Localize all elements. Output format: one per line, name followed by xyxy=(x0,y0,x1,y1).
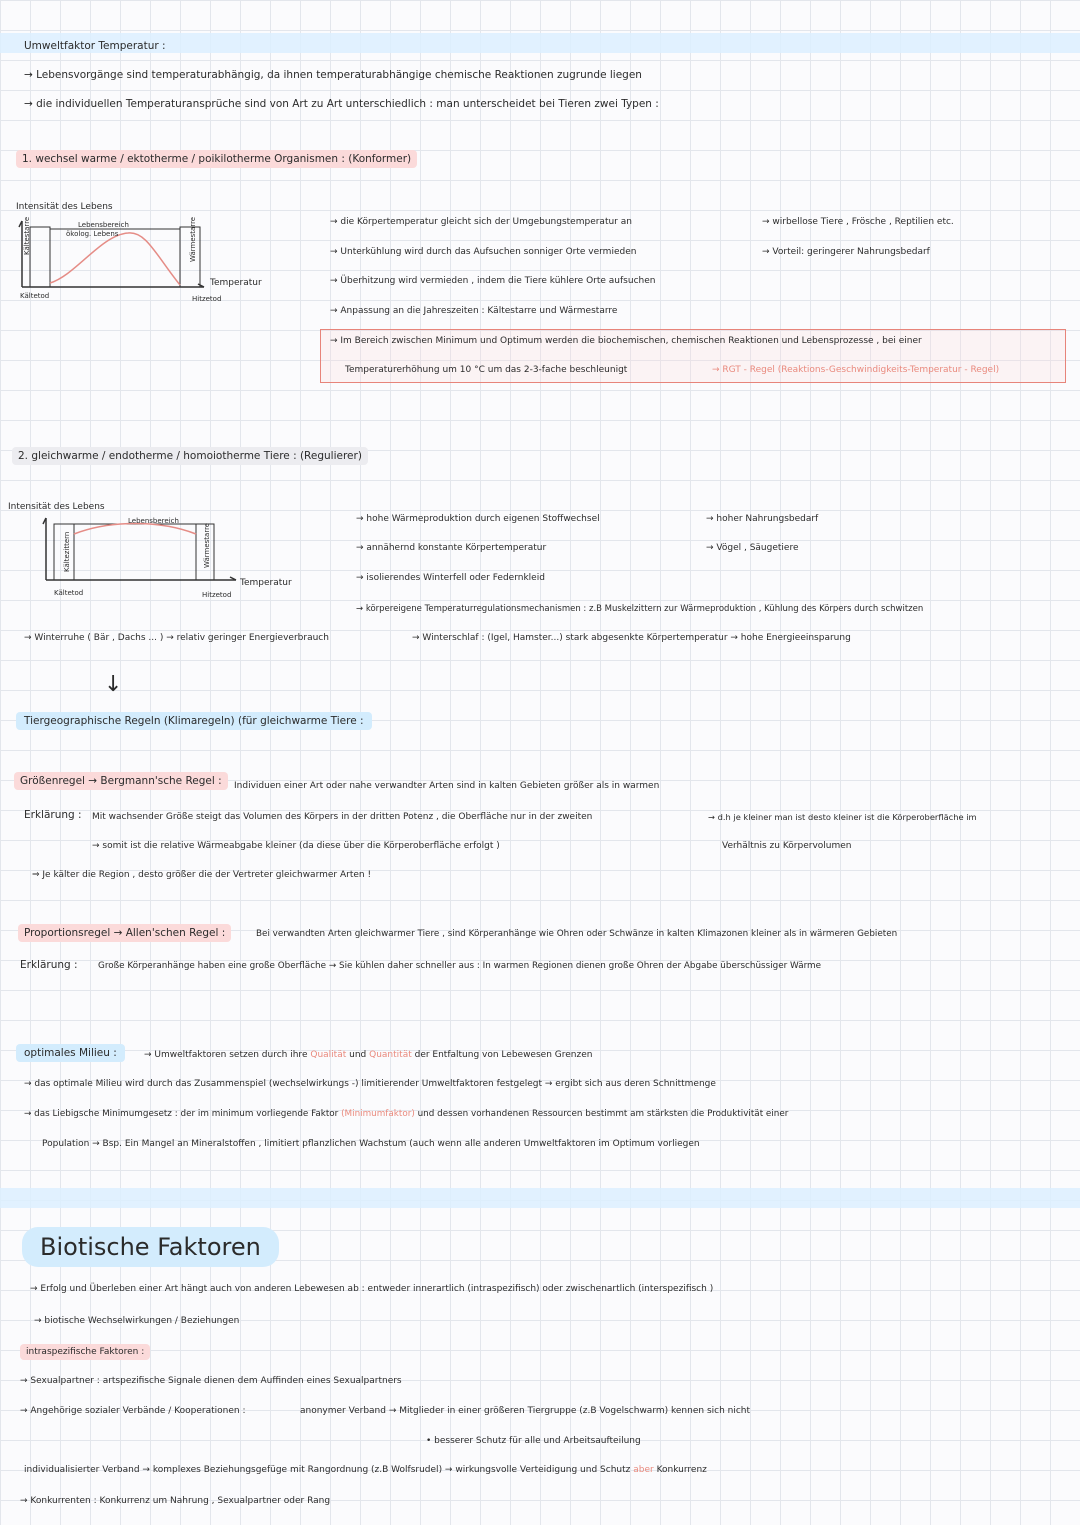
winterschlaf-line: → Winterschlaf : (Igel, Hamster...) stark abgesenkte Körpertemperatur → hohe Energieeinsparung xyxy=(412,633,851,643)
sec2-hitzetod-label: Hitzetod xyxy=(202,591,232,599)
erklaerung-text-5: ⇒ Je kälter die Region , desto größer die der Vertreter gleichwarmer Arten ! xyxy=(32,870,372,880)
sec2-bullet-3: → isolierendes Winterfell oder Federnkleid xyxy=(356,573,545,583)
down-arrow: ↓ xyxy=(104,672,123,697)
sec1-bullet-1: → die Körpertemperatur gleicht sich der Umgebungstemperatur an xyxy=(330,217,632,227)
sec2-bullet-2: → annähernd konstante Körpertemperatur xyxy=(356,543,547,553)
sec1-bullet-2: → Unterkühlung wird durch das Aufsuchen sonniger Orte vermieden xyxy=(330,247,637,257)
milieu-line-3: → das Liebigsche Minimumgesetz : der im minimum vorliegende Faktor (Minimumfaktor) und dessen vorhandenen Ressourcen bestimmt am stärksten die Produktivität einer xyxy=(24,1109,789,1119)
sec1-bullet-5: → Im Bereich zwischen Minimum und Optimum werden die biochemischen, chemischen Reaktionen und Lebensprozesse , bei einer xyxy=(330,336,922,346)
rgt-rule-label: → RGT - Regel (Reaktions-Geschwindigkeits-Temperatur - Regel) xyxy=(712,365,1000,375)
milieu-line-4: Population → Bsp. Ein Mangel an Mineralstoffen , limitiert pflanzlichen Wachstum (auch wenn alle anderen Umweltfaktoren im Optimum vorliegen xyxy=(42,1139,700,1149)
sec1-kaeltetod-label: Kältetod xyxy=(20,292,50,300)
erklaerung-text-3: → somit ist die relative Wärmeabgabe kleiner (da diese über die Körperoberfläche erfolgt ) xyxy=(92,841,500,851)
biotic-line-1: → Erfolg und Überleben einer Art hängt auch von anderen Lebewesen ab : entweder innerartlich (intraspezifisch) oder zwischenartlich (interspezifisch ) xyxy=(30,1284,714,1294)
page-title: Umweltfaktor Temperatur : xyxy=(24,40,166,52)
sec1-lebensbereich-label: Lebensbereich xyxy=(78,221,129,229)
biotic-line-3: → Sexualpartner : artspezifische Signale dienen dem Auffinden eines Sexualpartners xyxy=(20,1376,402,1386)
sec1-bullet-4: → Anpassung an die Jahreszeiten : Kältestarre und Wärmestarre xyxy=(330,306,618,316)
biotic-line-7: → Konkurrenten : Konkurrenz um Nahrung , Sexualpartner oder Rang xyxy=(20,1496,331,1506)
bergmann-heading: Größenregel → Bergmann'sche Regel : xyxy=(14,774,228,788)
sec2-temperatur-label: Temperatur xyxy=(240,578,292,588)
sec2-right-2: → Vögel , Säugetiere xyxy=(706,543,799,553)
sec2-bullet-1: → hohe Wärmeproduktion durch eigenen Stoffwechsel xyxy=(356,514,600,524)
milieu-heading: optimales Milieu : xyxy=(16,1046,125,1060)
erklaerung-text-1: Mit wachsender Größe steigt das Volumen des Körpers in der dritten Potenz , die Oberfläche nur in der zweiten xyxy=(92,812,593,822)
biotic-line-2: → biotische Wechselwirkungen / Beziehungen xyxy=(34,1316,240,1326)
biotic-line-6: individualisierter Verband → komplexes Beziehungsgefüge mit Rangordnung (z.B Wolfsrudel) → wirkungsvolle Verteidigung und Schutz aber Konkurrenz xyxy=(24,1465,707,1475)
sec2-chart-title: Intensität des Lebens xyxy=(8,502,105,512)
intra-heading: intraspezifische Faktoren : xyxy=(20,1344,150,1359)
allen-erklaerung-text: Große Körperanhänge haben eine große Oberfläche → Sie kühlen daher schneller aus : In warmen Regionen dienen große Ohren der Abgabe überschüssiger Wärme xyxy=(98,961,822,971)
erklaerung-label-2: Erklärung : xyxy=(20,959,78,971)
biotic-line-4a: → Angehörige sozialer Verbände / Kooperationen : xyxy=(20,1406,246,1416)
sec1-kaeltestarre-label: Kältestarre xyxy=(23,216,31,255)
sec1-lebens-label2: ökolog. Lebens xyxy=(66,230,119,238)
sec1-heading: 1. wechsel warme / ektotherme / poikilotherme Organismen : (Konformer) xyxy=(16,152,417,166)
milieu-line-2: → das optimale Milieu wird durch das Zusammenspiel (wechselwirkungs -) limitierender Umweltfaktoren festgelegt → ergibt sich aus deren Schnittmenge xyxy=(24,1079,716,1089)
sec2-bullet-4: → körpereigene Temperaturregulationsmechanismen : z.B Muskelzittern zur Wärmeproduktion , Kühlung des Körpers durch schwitzen xyxy=(356,604,924,614)
intro-line-1: → Lebensvorgänge sind temperaturabhängig, da ihnen temperaturabhängige chemische Reaktionen zugrunde liegen xyxy=(24,69,642,81)
bergmann-text: Individuen einer Art oder nahe verwandter Arten sind in kalten Gebieten größer als in warmen xyxy=(234,781,660,791)
sec1-hitzetod-label: Hitzetod xyxy=(192,295,222,303)
sec1-chart-title: Intensität des Lebens xyxy=(16,202,113,212)
sec1-chart xyxy=(16,215,276,305)
sec1-bullet-3: → Überhitzung wird vermieden , indem die Tiere kühlere Orte aufsuchen xyxy=(330,276,656,286)
rules-heading: Tiergeographische Regeln (Klimaregeln) (für gleichwarme Tiere : xyxy=(16,714,372,728)
erklaerung-text-2: → d.h je kleiner man ist desto kleiner ist die Körperoberfläche im xyxy=(708,812,977,822)
allen-text: Bei verwandten Arten gleichwarmer Tiere , sind Körperanhänge wie Ohren oder Schwänze in kalten Klimazonen kleiner als in wärmeren Gebieten xyxy=(256,929,898,939)
sec2-kaeltezittern-label: Kältezittern xyxy=(63,531,71,572)
winterruhe-line: → Winterruhe ( Bär , Dachs ... ) → relativ geringer Energieverbrauch xyxy=(24,633,329,643)
intro-line-2: → die individuellen Temperaturansprüche sind von Art zu Art unterschiedlich : man unterscheidet bei Tieren zwei Typen : xyxy=(24,98,659,110)
sec1-right-1: → wirbellose Tiere , Frösche , Reptilien etc. xyxy=(762,217,954,227)
sec1-temperatur-label: Temperatur xyxy=(210,278,262,288)
erklaerung-text-4: Verhältnis zu Körpervolumen xyxy=(722,841,852,851)
allen-heading: Proportionsregel → Allen'schen Regel : xyxy=(18,926,231,940)
erklaerung-label-1: Erklärung : xyxy=(24,809,82,821)
sec1-bullet-6: Temperaturerhöhung um 10 °C um das 2-3-fache beschleunigt xyxy=(345,365,628,375)
biotic-heading: Biotische Faktoren xyxy=(22,1240,279,1254)
sec1-right-2: → Vorteil: geringerer Nahrungsbedarf xyxy=(762,247,930,257)
sec2-lebensbereich-label: Lebensbereich xyxy=(128,517,179,525)
biotic-line-5: • besserer Schutz für alle und Arbeitsaufteilung xyxy=(426,1436,641,1446)
sec2-right-1: → hoher Nahrungsbedarf xyxy=(706,514,819,524)
sec2-waermestarre-label: Wärmestarre xyxy=(203,522,211,568)
sec2-heading: 2. gleichwarme / endotherme / homoiotherme Tiere : (Regulierer) xyxy=(12,449,368,463)
milieu-line-1: → Umweltfaktoren setzen durch ihre Qualität und Quantität der Entfaltung von Lebewesen Grenzen xyxy=(144,1050,593,1060)
sec1-waermestarre-label: Wärmestarre xyxy=(189,216,197,262)
biotic-line-4b: anonymer Verband → Mitglieder in einer größeren Tiergruppe (z.B Vogelschwarm) kennen sich nicht xyxy=(300,1406,751,1416)
sec2-kaeltetod-label: Kältetod xyxy=(54,589,84,597)
